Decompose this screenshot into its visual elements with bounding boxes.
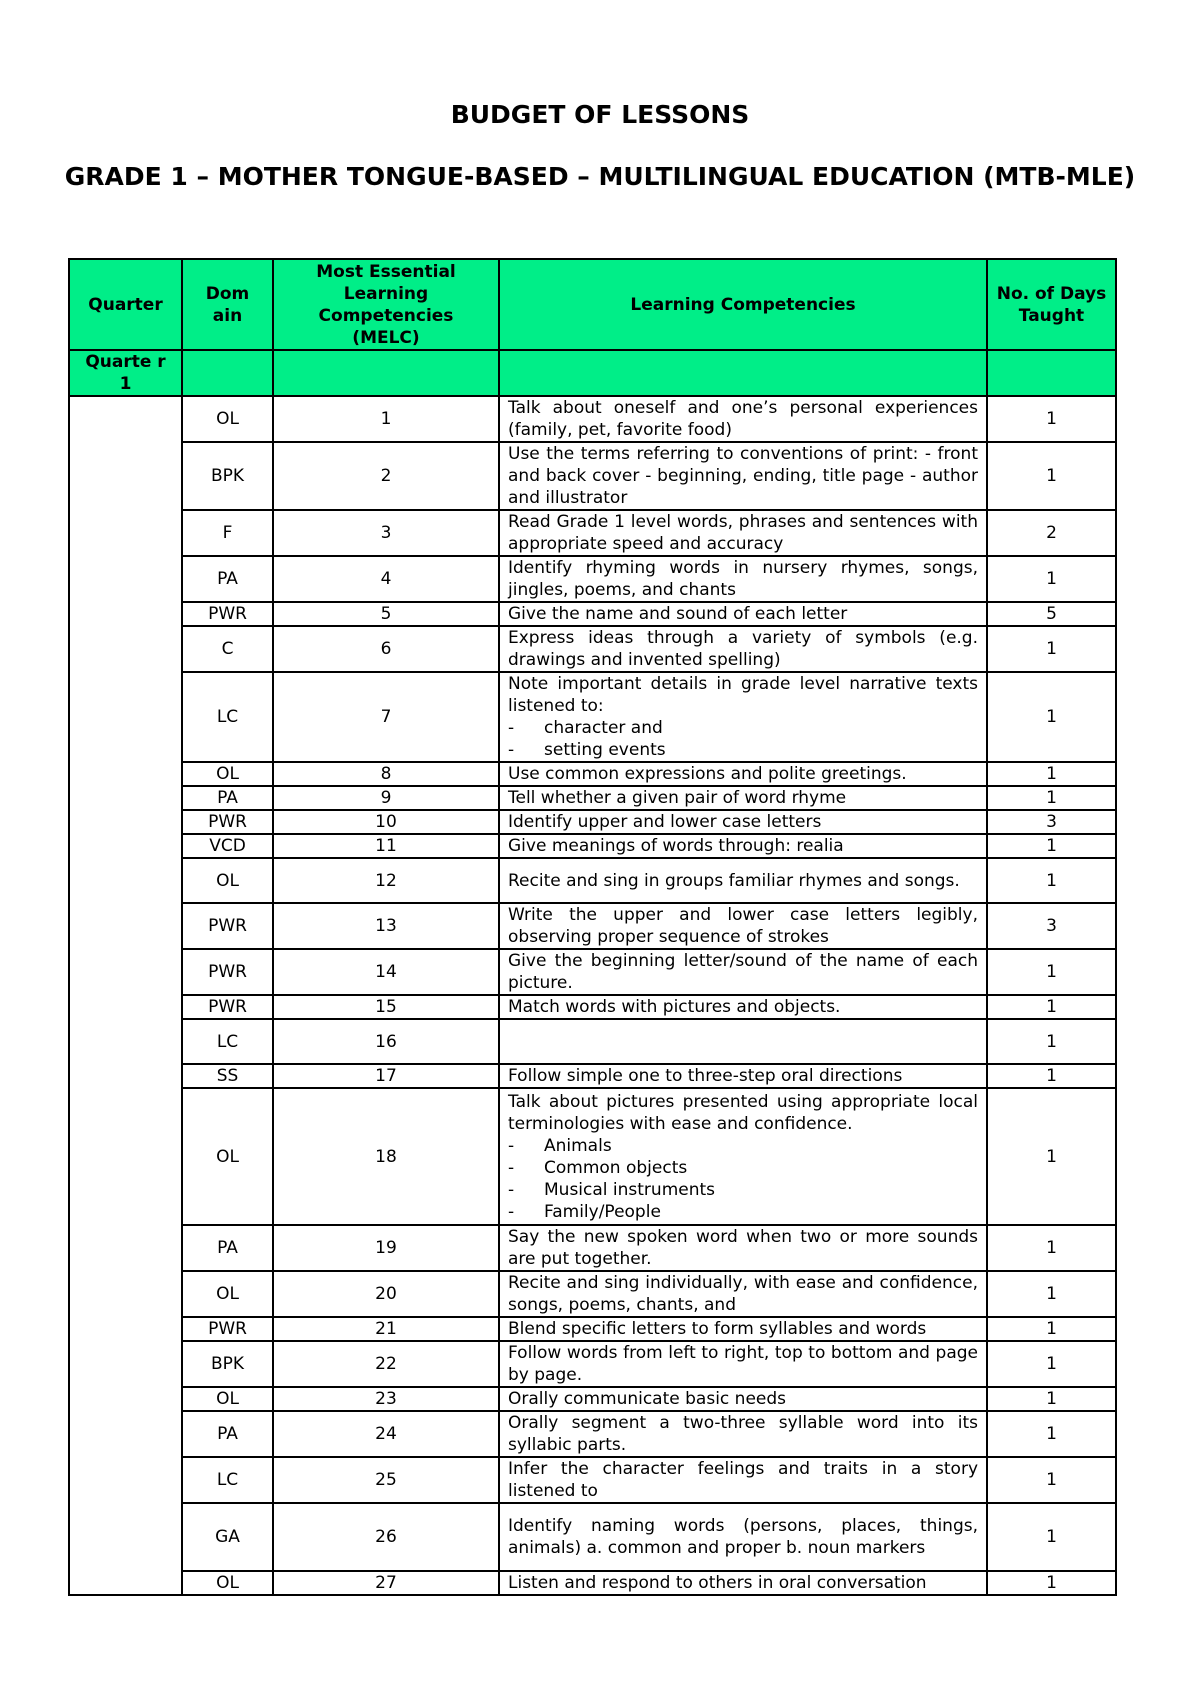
domain-cell: OL: [182, 858, 273, 903]
table-row: [69, 1064, 1116, 1088]
competency-cell: [499, 1019, 987, 1064]
days-cell: 1: [987, 1317, 1116, 1341]
table-row: [69, 1225, 1116, 1271]
competency-cell: [499, 1571, 987, 1595]
melc-cell: 22: [273, 1341, 499, 1387]
domain-cell: PA: [182, 786, 273, 810]
domain-cell: GA: [182, 1503, 273, 1571]
melc-cell: 7: [273, 672, 499, 762]
melc-cell: 26: [273, 1503, 499, 1571]
days-cell: 1: [987, 442, 1116, 510]
domain-cell: OL: [182, 396, 273, 442]
melc-cell: 25: [273, 1457, 499, 1503]
domain-cell: BPK: [182, 442, 273, 510]
empty-cell: [987, 350, 1116, 396]
competency-cell: [499, 810, 987, 834]
list-item: - setting events: [544, 739, 978, 761]
competency-text: Say the new spoken word when two or more sounds are put together.: [508, 1227, 978, 1269]
table-row: [69, 442, 1116, 510]
domain-cell: PA: [182, 1411, 273, 1457]
competency-sublist: [508, 1135, 978, 1223]
competency-cell: [499, 1341, 987, 1387]
days-cell: 1: [987, 995, 1116, 1019]
competency-cell: [499, 1317, 987, 1341]
domain-cell: VCD: [182, 834, 273, 858]
domain-cell: OL: [182, 762, 273, 786]
domain-cell: PA: [182, 556, 273, 602]
days-cell: 1: [987, 786, 1116, 810]
competency-text: Give meanings of words through: realia: [508, 836, 844, 856]
competency-text: Note important details in grade level narrative texts listened to:: [508, 674, 978, 716]
table-body: [69, 396, 1116, 1595]
competency-cell: [499, 786, 987, 810]
days-cell: 5: [987, 602, 1116, 626]
budget-table: [68, 258, 1117, 1596]
table-row: [69, 1019, 1116, 1064]
days-cell: 1: [987, 1341, 1116, 1387]
melc-cell: 11: [273, 834, 499, 858]
table-row: [69, 1503, 1116, 1571]
days-cell: 1: [987, 1019, 1116, 1064]
empty-cell: [273, 350, 499, 396]
table-row: [69, 1411, 1116, 1457]
competency-cell: [499, 626, 987, 672]
table-row: [69, 1317, 1116, 1341]
days-cell: 2: [987, 510, 1116, 556]
melc-cell: 15: [273, 995, 499, 1019]
competency-cell: [499, 949, 987, 995]
melc-cell: 9: [273, 786, 499, 810]
table-row: [69, 556, 1116, 602]
domain-cell: OL: [182, 1571, 273, 1595]
header-melc: Most Essential Learning Competencies (MELC): [273, 259, 499, 350]
domain-cell: PA: [182, 1225, 273, 1271]
header-domain: Dom ain: [182, 259, 273, 350]
competency-text: Follow simple one to three-step oral directions: [508, 1066, 903, 1086]
domain-cell: BPK: [182, 1341, 273, 1387]
competency-text: Identify upper and lower case letters: [508, 812, 822, 832]
melc-cell: 14: [273, 949, 499, 995]
list-item: - Animals: [544, 1135, 978, 1157]
melc-cell: 20: [273, 1271, 499, 1317]
competency-text: Identify naming words (persons, places, things, animals) a. common and proper b. noun markers: [508, 1516, 978, 1558]
competency-text: Read Grade 1 level words, phrases and sentences with appropriate speed and accuracy: [508, 512, 978, 554]
header-days: No. of Days Taught: [987, 259, 1116, 350]
competency-cell: [499, 1457, 987, 1503]
domain-cell: LC: [182, 1019, 273, 1064]
table-row: [69, 510, 1116, 556]
domain-cell: PWR: [182, 903, 273, 949]
table-row: [69, 1571, 1116, 1595]
table-row: [69, 672, 1116, 762]
competency-cell: [499, 995, 987, 1019]
melc-cell: 19: [273, 1225, 499, 1271]
empty-cell: [499, 350, 987, 396]
days-cell: 1: [987, 1271, 1116, 1317]
table-row: [69, 949, 1116, 995]
days-cell: 1: [987, 762, 1116, 786]
days-cell: 3: [987, 810, 1116, 834]
competency-text: Express ideas through a variety of symbols (e.g. drawings and invented spelling): [508, 628, 978, 670]
melc-cell: 23: [273, 1387, 499, 1411]
competency-cell: [499, 834, 987, 858]
empty-cell: [182, 350, 273, 396]
days-cell: 1: [987, 1411, 1116, 1457]
competency-text: Match words with pictures and objects.: [508, 997, 841, 1017]
domain-cell: PWR: [182, 995, 273, 1019]
table-row: [69, 396, 1116, 442]
days-cell: 1: [987, 1088, 1116, 1225]
competency-cell: [499, 672, 987, 762]
days-cell: 1: [987, 396, 1116, 442]
competency-text: Talk about oneself and one’s personal experiences (family, pet, favorite food): [508, 398, 978, 440]
table-row: [69, 995, 1116, 1019]
days-cell: 1: [987, 949, 1116, 995]
header-quarter: Quarter: [69, 259, 182, 350]
melc-cell: 8: [273, 762, 499, 786]
document-title: BUDGET OF LESSONS: [450, 100, 750, 129]
competency-text: Tell whether a given pair of word rhyme: [508, 788, 847, 808]
melc-cell: 6: [273, 626, 499, 672]
melc-cell: 27: [273, 1571, 499, 1595]
days-cell: 1: [987, 672, 1116, 762]
competency-cell: [499, 1387, 987, 1411]
days-cell: 3: [987, 903, 1116, 949]
competency-cell: [499, 1503, 987, 1571]
melc-cell: 1: [273, 396, 499, 442]
melc-cell: 17: [273, 1064, 499, 1088]
competency-text: Listen and respond to others in oral conversation: [508, 1573, 927, 1593]
domain-cell: LC: [182, 672, 273, 762]
competency-text: Give the beginning letter/sound of the name of each picture.: [508, 951, 978, 993]
competency-cell: [499, 858, 987, 903]
days-cell: 1: [987, 1387, 1116, 1411]
table-row: [69, 1457, 1116, 1503]
table-row: [69, 1271, 1116, 1317]
days-cell: 1: [987, 626, 1116, 672]
domain-cell: OL: [182, 1271, 273, 1317]
list-item: - Common objects: [544, 1157, 978, 1179]
table-row: [69, 1387, 1116, 1411]
competency-text: Orally segment a two-three syllable word into its syllabic parts.: [508, 1413, 978, 1455]
competency-cell: [499, 1064, 987, 1088]
days-cell: 1: [987, 834, 1116, 858]
competency-text: Orally communicate basic needs: [508, 1389, 787, 1409]
table-row: [69, 834, 1116, 858]
domain-cell: F: [182, 510, 273, 556]
days-cell: 1: [987, 1457, 1116, 1503]
competency-cell: [499, 1411, 987, 1457]
competency-text: Use common expressions and polite greetings.: [508, 764, 907, 784]
melc-cell: 10: [273, 810, 499, 834]
competency-cell: [499, 1088, 987, 1225]
competency-text: Recite and sing individually, with ease and confidence, songs, poems, chants, and: [508, 1273, 978, 1315]
competency-text: Give the name and sound of each letter: [508, 604, 848, 624]
competency-sublist: [508, 717, 978, 761]
days-cell: 1: [987, 1571, 1116, 1595]
list-item: - character and: [544, 717, 978, 739]
list-item: - Musical instruments: [544, 1179, 978, 1201]
domain-cell: PWR: [182, 810, 273, 834]
table-row: [69, 903, 1116, 949]
competency-text: Infer the character feelings and traits in a story listened to: [508, 1459, 978, 1501]
table-row: [69, 1341, 1116, 1387]
melc-cell: 12: [273, 858, 499, 903]
domain-cell: PWR: [182, 1317, 273, 1341]
quarter-cell: [69, 396, 182, 1595]
days-cell: 1: [987, 1064, 1116, 1088]
domain-cell: C: [182, 626, 273, 672]
competency-text: Recite and sing in groups familiar rhymes and songs.: [508, 870, 960, 891]
table-row: [69, 1088, 1116, 1225]
domain-cell: LC: [182, 1457, 273, 1503]
melc-cell: 13: [273, 903, 499, 949]
domain-cell: SS: [182, 1064, 273, 1088]
days-cell: 1: [987, 1225, 1116, 1271]
days-cell: 1: [987, 858, 1116, 903]
days-cell: 1: [987, 556, 1116, 602]
domain-cell: PWR: [182, 949, 273, 995]
competency-cell: [499, 762, 987, 786]
header-competencies: Learning Competencies: [499, 259, 987, 350]
table-row: [69, 762, 1116, 786]
quarter-label: Quarte r 1: [69, 350, 182, 396]
competency-cell: [499, 510, 987, 556]
melc-cell: 16: [273, 1019, 499, 1064]
table-row: [69, 626, 1116, 672]
competency-cell: [499, 442, 987, 510]
competency-text: Use the terms referring to conventions of print: - front and back cover - beginning, ending, title page - author and illustrator: [508, 444, 978, 508]
competency-cell: [499, 556, 987, 602]
competency-text: Talk about pictures presented using appropriate local terminologies with ease and confidence.: [508, 1091, 978, 1134]
table-row: [69, 786, 1116, 810]
competency-cell: [499, 1271, 987, 1317]
domain-cell: OL: [182, 1387, 273, 1411]
table-row: [69, 602, 1116, 626]
competency-cell: [499, 903, 987, 949]
competency-cell: [499, 396, 987, 442]
competency-text: Identify rhyming words in nursery rhymes, songs, jingles, poems, and chants: [508, 558, 978, 600]
competency-cell: [499, 602, 987, 626]
competency-text: Write the upper and lower case letters legibly, observing proper sequence of strokes: [508, 905, 978, 947]
melc-cell: 3: [273, 510, 499, 556]
table-row: [69, 810, 1116, 834]
competency-text: Blend specific letters to form syllables and words: [508, 1319, 927, 1339]
days-cell: 1: [987, 1503, 1116, 1571]
competency-text: Follow words from left to right, top to bottom and page by page.: [508, 1343, 978, 1385]
competency-cell: [499, 1225, 987, 1271]
melc-cell: 4: [273, 556, 499, 602]
list-item: - Family/People: [544, 1201, 978, 1223]
document-subtitle: GRADE 1 – MOTHER TONGUE-BASED – MULTILINGUAL EDUCATION (MTB-MLE): [64, 162, 1136, 191]
melc-cell: 18: [273, 1088, 499, 1225]
melc-cell: 2: [273, 442, 499, 510]
domain-cell: OL: [182, 1088, 273, 1225]
domain-cell: PWR: [182, 602, 273, 626]
melc-cell: 21: [273, 1317, 499, 1341]
table-row: [69, 858, 1116, 903]
melc-cell: 24: [273, 1411, 499, 1457]
melc-cell: 5: [273, 602, 499, 626]
